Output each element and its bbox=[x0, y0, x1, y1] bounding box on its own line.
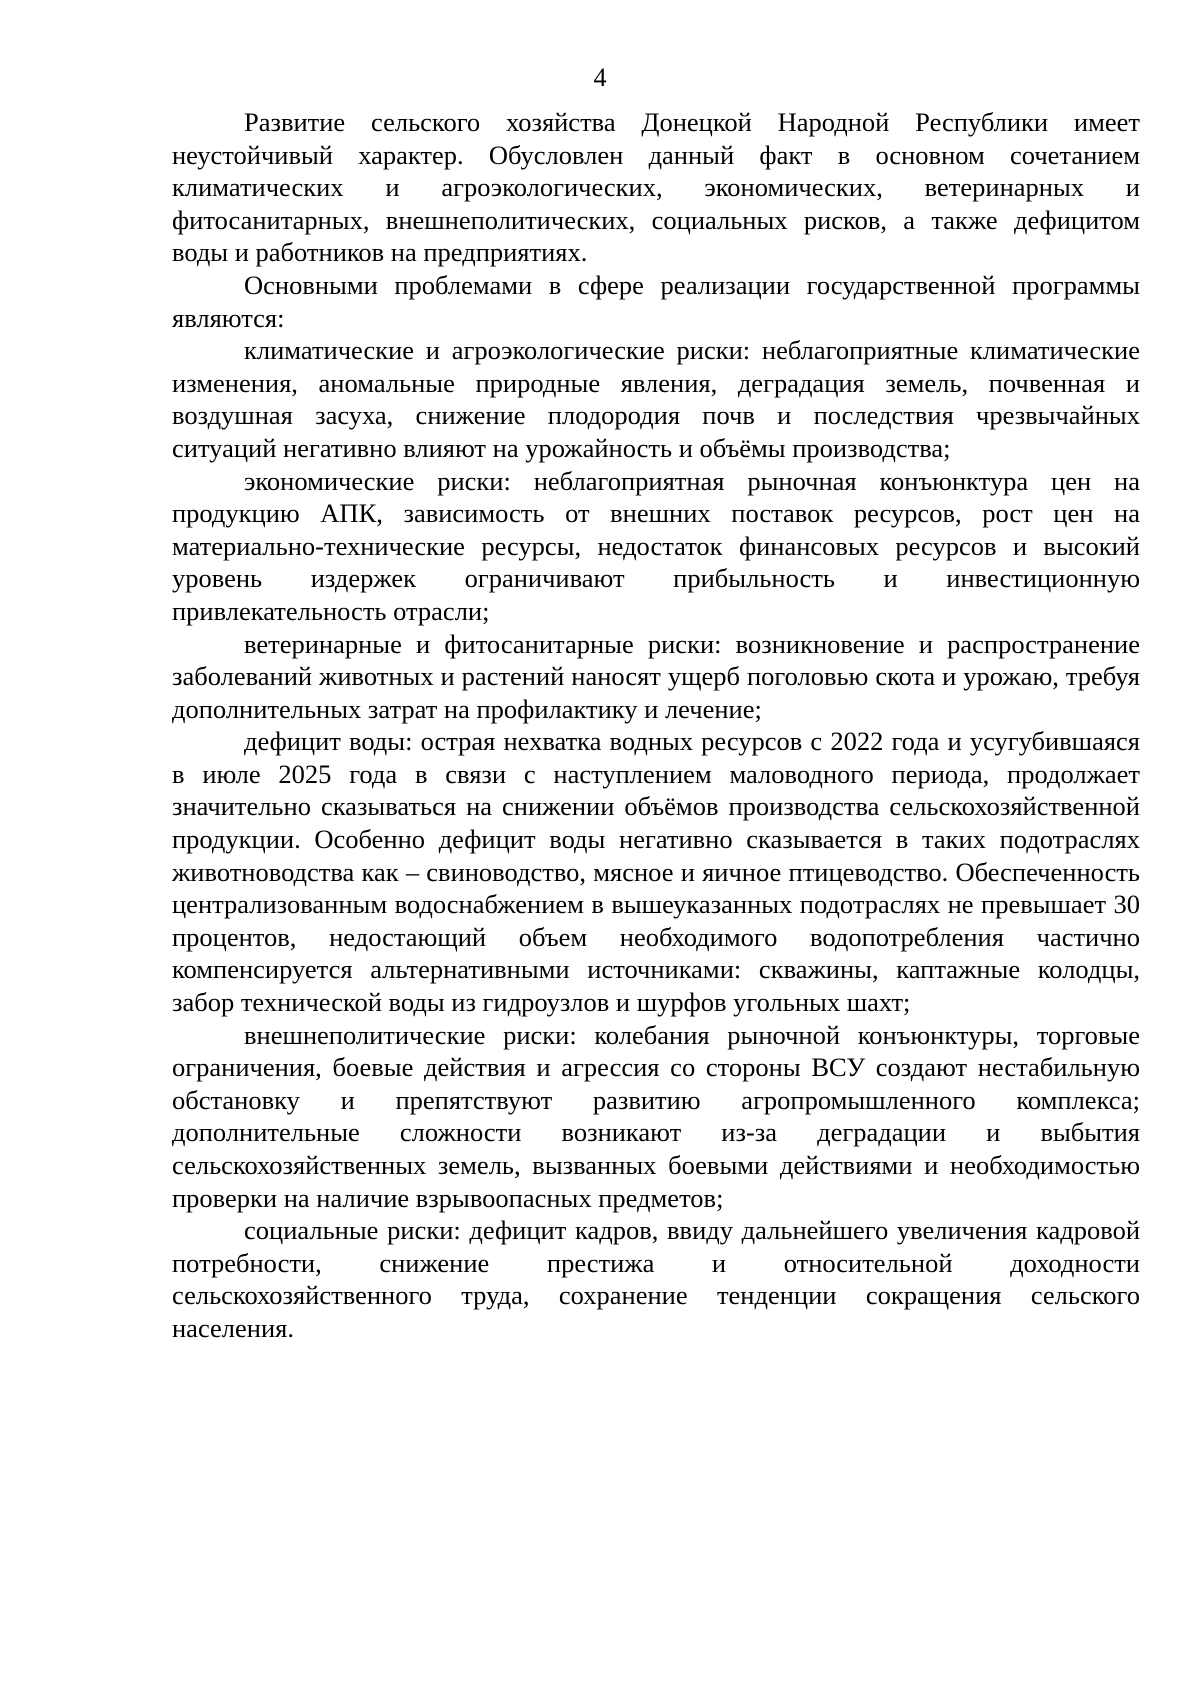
document-body bbox=[172, 106, 1140, 1345]
page-number: 4 bbox=[593, 63, 607, 92]
paragraph-climatic-risks: климатические и агроэкологические риски: неблагоприятные климатические изменения, аномальные природные явления, деградация земель, почвенная и воздушная засуха, снижение плодородия почв и последствия чрезвычайных ситуаций негативно влияют на урожайность и объёмы производства; bbox=[172, 335, 1140, 463]
paragraph-foreign-policy-risks: внешнеполитические риски: колебания рыночной конъюнктуры, торговые ограничения, боевые действия и агрессия со стороны ВСУ создают нестабильную обстановку и препятствуют развитию агропромышленного комплекса; дополнительные сложности возникают из-за деградации и выбытия сельскохозяйственных земель, вызванных боевыми действиями и необходимостью проверки на наличие взрывоопасных предметов; bbox=[172, 1019, 1140, 1213]
paragraph-problems-lead: Основными проблемами в сфере реализации государственной программы являются: bbox=[172, 269, 1140, 333]
paragraph-social-risks: социальные риски: дефицит кадров, ввиду дальнейшего увеличения кадровой потребности, снижение престижа и относительной доходности сельскохозяйственного труда, сохранение тенденции сокращения сельского населения. bbox=[172, 1215, 1140, 1343]
paragraph-veterinary-risks: ветеринарные и фитосанитарные риски: возникновение и распространение заболеваний животных и растений наносят ущерб поголовью скота и урожаю, требуя дополнительных затрат на профилактику и лечение; bbox=[172, 628, 1140, 724]
paragraph-economic-risks: экономические риски: неблагоприятная рыночная конъюнктура цен на продукцию АПК, зависимость от внешних поставок ресурсов, рост цен на материально-технические ресурсы, недостаток финансовых ресурсов и высокий уровень издержек ограничивают прибыльность и инвестиционную привлекательность отрасли; bbox=[172, 465, 1140, 626]
paragraph-intro: Развитие сельского хозяйства Донецкой Народной Республики имеет неустойчивый характер. Обусловлен данный факт в основном сочетанием климатических и агроэкологических, экономических, ветеринарных и фитосанитарных, внешнеполитических, социальных рисков, а также дефицитом воды и работников на предприятиях. bbox=[172, 107, 1140, 268]
paragraph-water-deficit: дефицит воды: острая нехватка водных ресурсов с 2022 года и усугубившаяся в июле 2025 года в связи с наступлением маловодного периода, продолжает значительно сказываться на снижении объёмов производства сельскохозяйственной продукции. Особенно дефицит воды негативно сказывается в таких подотраслях животноводства как – свиноводство, мясное и яичное птицеводство. Обеспеченность централизованным водоснабжением в вышеуказанных подотраслях не превышает 30 процентов, недостающий объем необходимого водопотребления частично компенсируется альтернативными источниками: скважины, каптажные колодцы, забор технической воды из гидроузлов и шурфов угольных шахт; bbox=[172, 726, 1140, 1018]
